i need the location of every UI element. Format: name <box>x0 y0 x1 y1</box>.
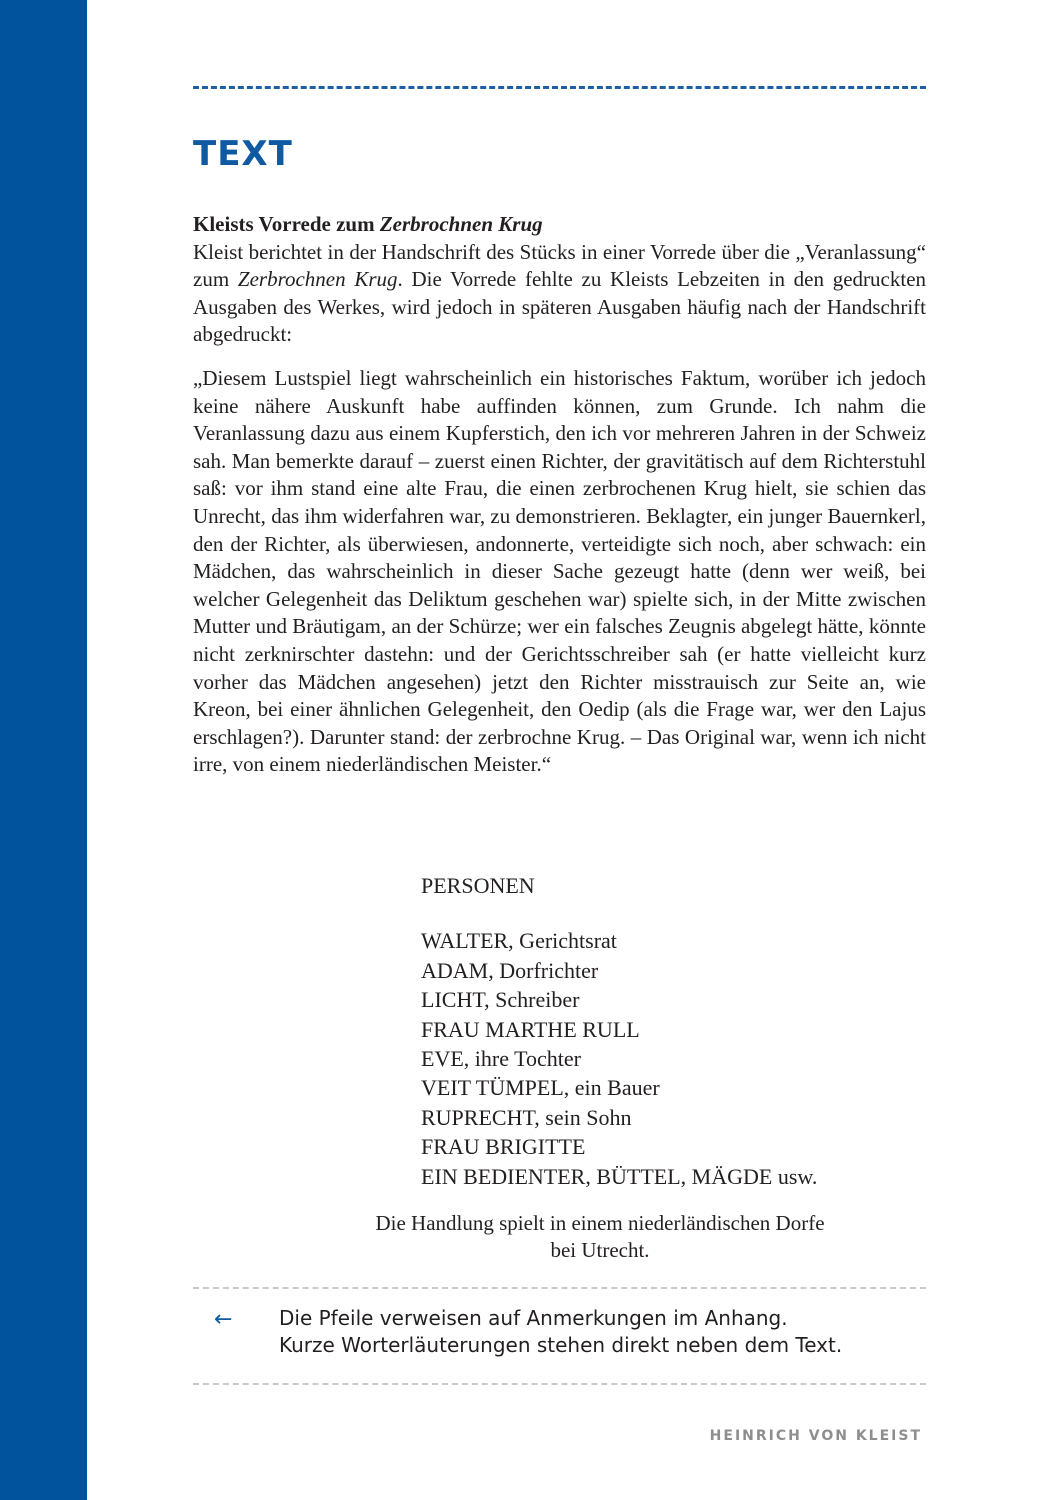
cast-member: VEIT TÜMPEL, ein Bauer <box>421 1075 660 1101</box>
setting-line-2: bei Utrecht. <box>550 1238 650 1262</box>
intro-paragraph-part2: . Die Vorrede fehlte zu Kleists Lebzeiten in den gedruckten Ausgaben des Werkes, wird jedoch in späteren Ausgaben häufig nach der Handschrift abgedruckt: <box>193 267 927 347</box>
note-top-rule <box>193 1287 926 1289</box>
annotation-note-line-2: Kurze Worterläuterungen stehen direkt neben dem Text. <box>279 1333 843 1357</box>
note-bottom-rule <box>193 1383 926 1385</box>
setting-line-1: Die Handlung spielt in einem niederländischen Dorfe <box>375 1211 825 1235</box>
cast-member: EIN BEDIENTER, BÜTTEL, MÄGDE usw. <box>421 1163 818 1189</box>
cast-member: FRAU BRIGITTE <box>421 1134 586 1160</box>
annotation-note-line-1: Die Pfeile verweisen auf Anmerkungen im Anhang. <box>279 1306 788 1330</box>
cast-title: PERSONEN <box>421 873 535 898</box>
cast-member: EVE, ihre Tochter <box>421 1046 581 1072</box>
section-title: TEXT <box>193 134 293 174</box>
cast-member: FRAU MARTHE RULL <box>421 1016 640 1042</box>
left-arrow-icon: ← <box>214 1307 233 1332</box>
footer-author: HEINRICH VON KLEIST <box>709 1428 922 1444</box>
intro-paragraph-part1: Kleist berichtet in der Handschrift des Stücks in einer Vorrede über die „Veranlassung“ zum <box>193 239 926 292</box>
cast-member: WALTER, Gerichtsrat <box>421 928 617 954</box>
cast-list-section <box>421 871 817 1191</box>
cast-list <box>421 926 817 1191</box>
intro-section <box>193 211 926 779</box>
cast-member: RUPRECHT, sein Sohn <box>421 1104 632 1130</box>
annotation-note <box>279 1305 919 1359</box>
intro-paragraph-italic: Zerbrochnen Krug <box>237 267 398 292</box>
top-dashed-rule <box>193 86 926 89</box>
preface-quote: „Diesem Lustspiel liegt wahrscheinlich ein historisches Faktum, worüber ich jedoch keine nähere Auskunft habe auffinden können, zum Grunde. Ich nahm die Veranlassung dazu aus einem Kupferstich, den ich vor mehreren Jahren in der Schweiz sah. Man bemerkte darauf – zuerst einen Richter, der gravitätisch auf dem Richterstuhl saß: vor ihm stand eine alte Frau, die einen zerbrochenen Krug hielt, sie schien das Unrecht, das ihm widerfahren war, zu demonstrieren. Beklagter, ein junger Bauernkerl, den der Richter, als überwiesen, andonnerte, verteidigte sich noch, aber schwach: ein Mädchen, das wahrscheinlich in dieser Sache gezeugt hatte (denn wer weiß, bei welcher Gelegenheit das Deliktum geschehen war) spielte sich, in der Mitte zwischen Mutter und Bräutigam, an der Schürze; wer ein falsches Zeugnis abgelegt hätte, könnte nicht zerknirschter dastehn: und der Gerichtsschreiber sah (er hatte vielleicht kurz vorher das Mädchen angesehen) jetzt den Richter misstrauisch zur Seite an, wie Kreon, bei einer ähnlichen Gelegenheit, den Oedip (als die Frage war, wer den Lajus erschlagen?). Darunter stand: der zerbrochne Krug. – Das Original war, wenn ich nicht irre, von einem niederländischen Meister.“ <box>193 365 926 777</box>
sidebar-accent-bar <box>0 0 87 1500</box>
intro-heading-plain: Kleists Vorrede zum <box>193 212 380 236</box>
intro-heading-italic: Zerbrochnen Krug <box>379 212 543 236</box>
setting-note <box>300 1210 900 1264</box>
cast-member: ADAM, Dorfrichter <box>421 957 599 983</box>
cast-member: LICHT, Schreiber <box>421 987 580 1013</box>
intro-heading <box>193 211 926 239</box>
intro-paragraph <box>193 239 926 349</box>
